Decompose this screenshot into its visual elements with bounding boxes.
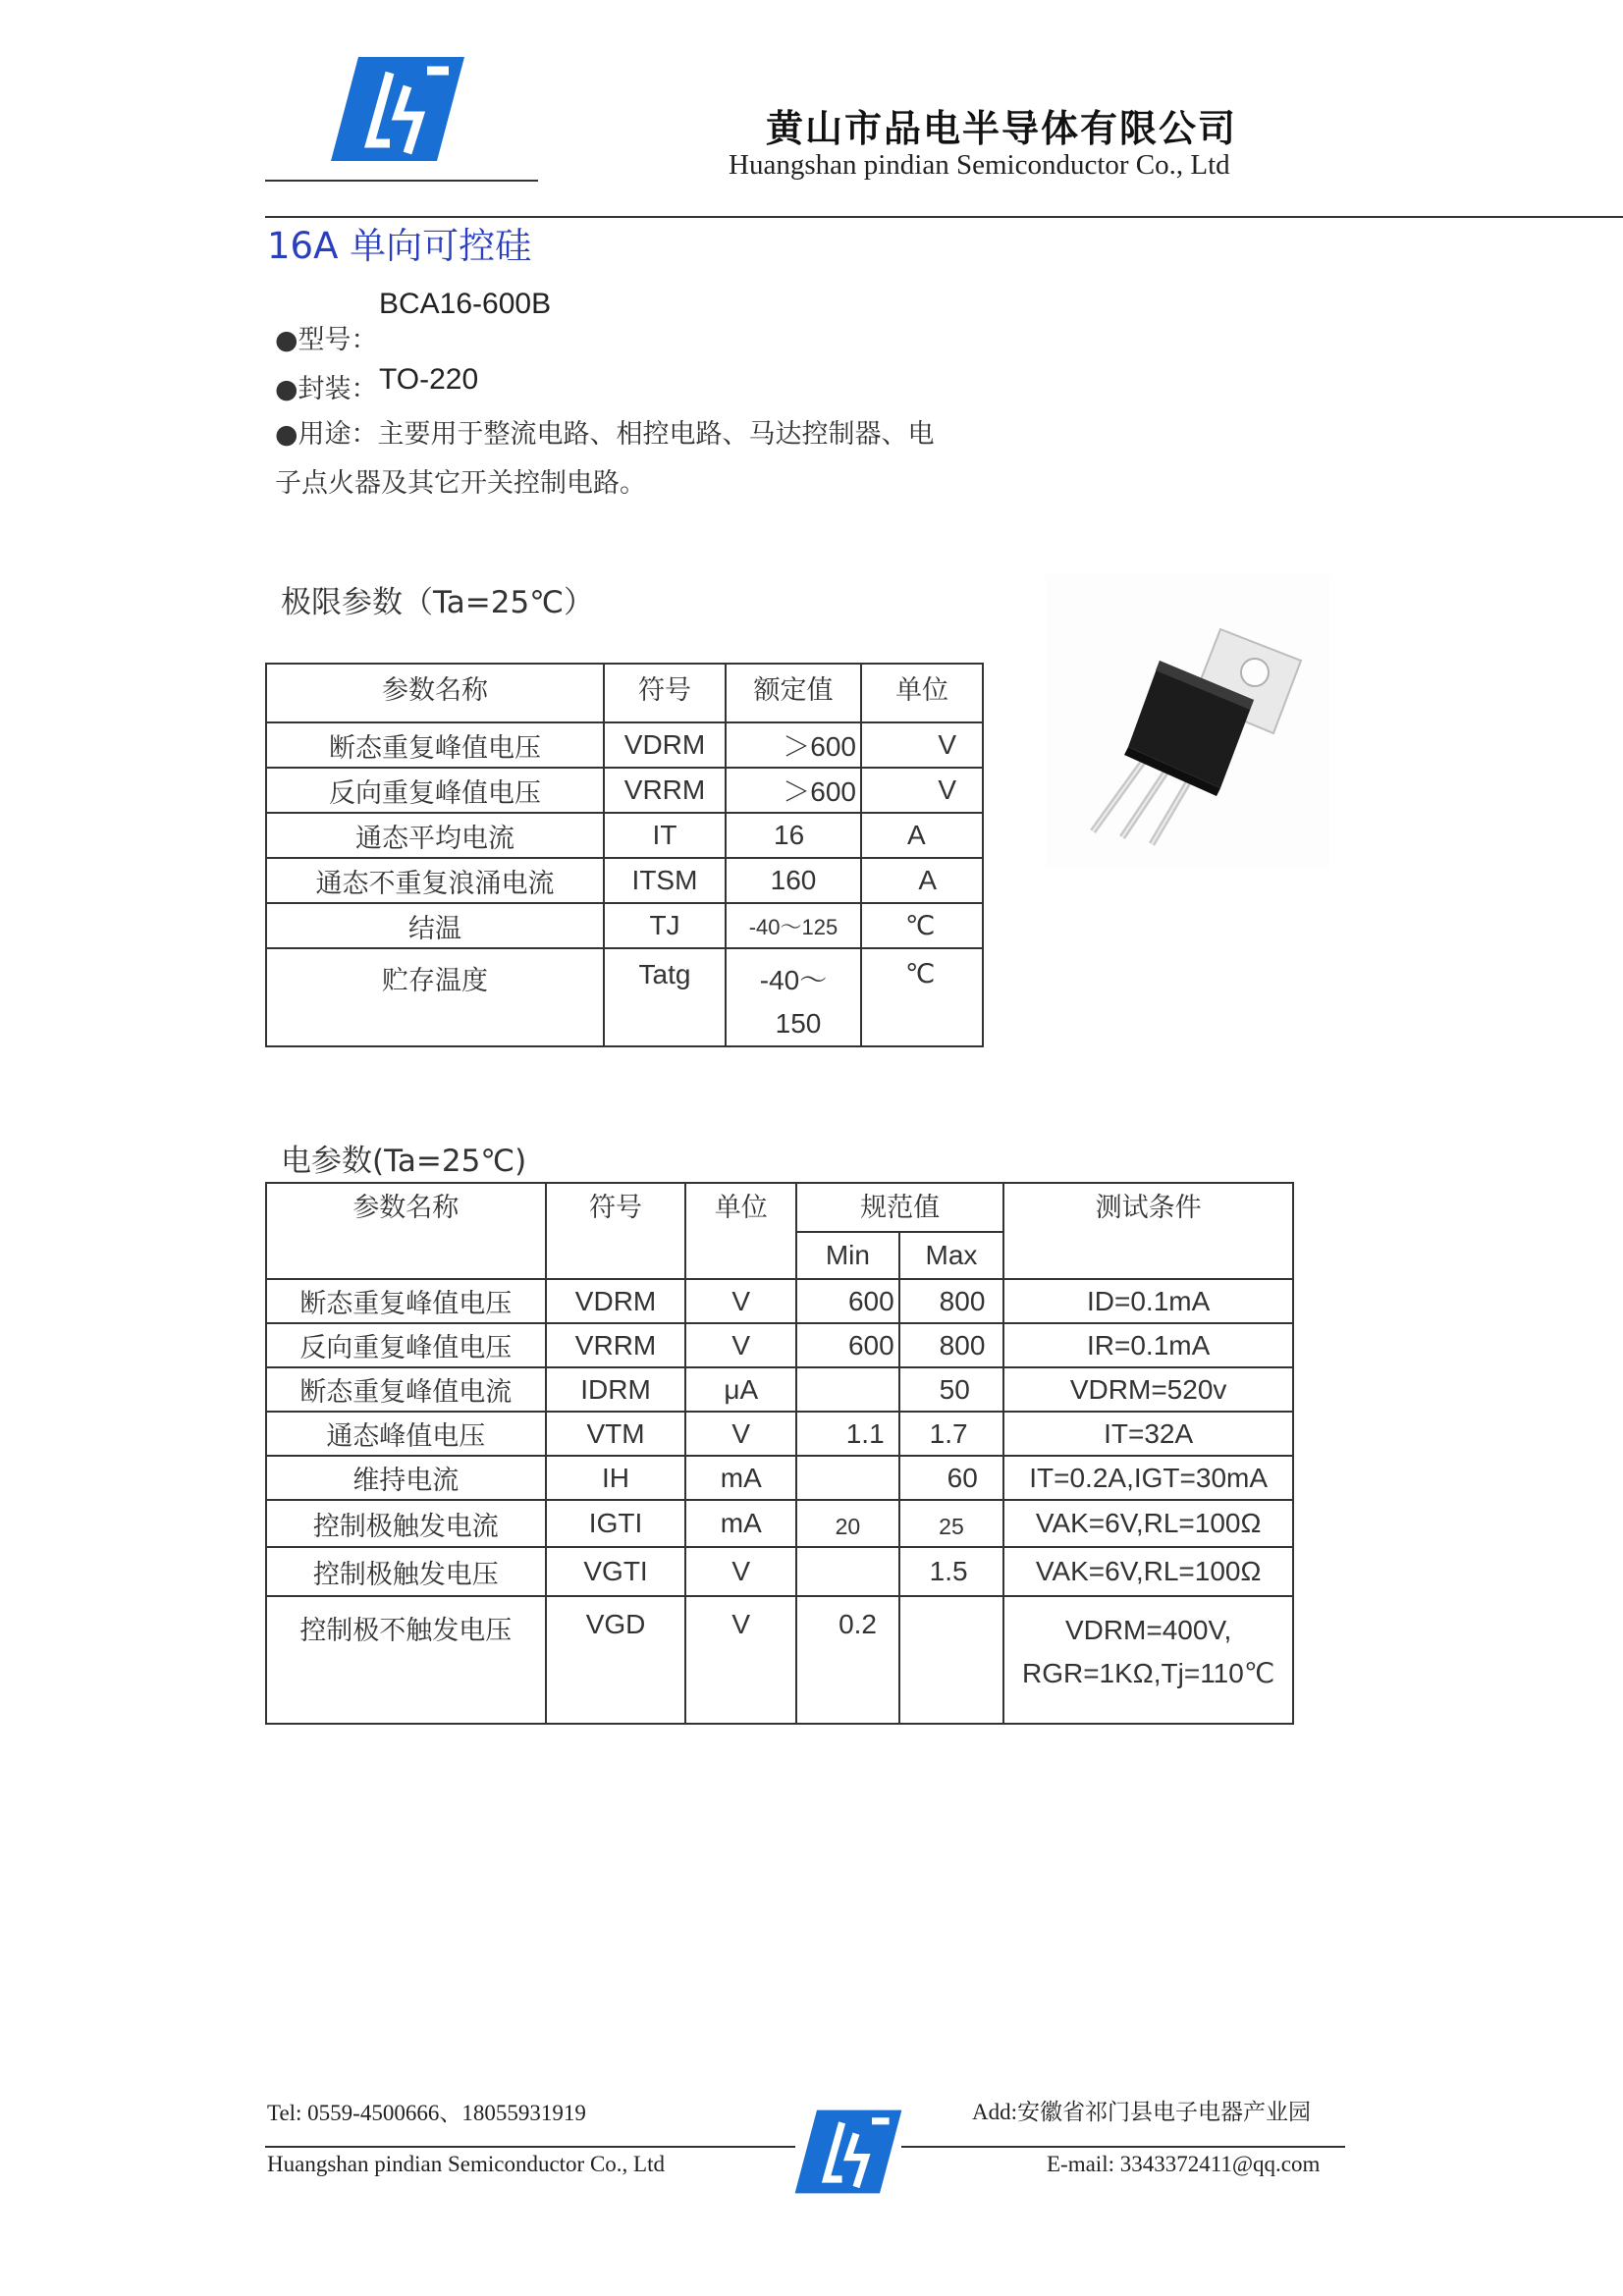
- param-symbol: VDRM: [604, 722, 726, 768]
- param-unit: V: [685, 1547, 796, 1596]
- param-symbol: Tatg: [604, 948, 726, 1046]
- param-value: ＞600: [726, 768, 861, 813]
- to220-package-image: [1046, 574, 1330, 869]
- param-max: 60: [899, 1456, 1004, 1500]
- param-name: 控制极触发电流: [266, 1500, 546, 1547]
- param-unit: V: [685, 1279, 796, 1323]
- param-value: -40～125: [726, 903, 861, 948]
- param-condition: IT=32A: [1003, 1412, 1293, 1456]
- col-header: 额定值: [726, 664, 861, 722]
- param-symbol: IT: [604, 813, 726, 858]
- param-symbol: VGD: [546, 1596, 686, 1724]
- param-min: 20: [796, 1500, 899, 1547]
- param-max: 25: [899, 1500, 1004, 1547]
- table-row: [266, 858, 983, 903]
- param-condition: IT=0.2A,IGT=30mA: [1003, 1456, 1293, 1500]
- model-label: ●型号：: [275, 325, 378, 355]
- table-row: [266, 1500, 1293, 1547]
- param-symbol: VRRM: [604, 768, 726, 813]
- param-name: 贮存温度: [266, 948, 604, 1046]
- footer-rule-left: [265, 2146, 795, 2148]
- col-header: 符号: [604, 664, 726, 722]
- elec-params-table: [265, 1182, 1294, 1725]
- footer-company: Huangshan pindian Semiconductor Co., Ltd: [267, 2152, 665, 2176]
- table-row: [266, 903, 983, 948]
- param-max: 1.5: [899, 1547, 1004, 1596]
- param-condition: IR=0.1mA: [1003, 1323, 1293, 1367]
- param-name: 反向重复峰值电压: [266, 768, 604, 813]
- table-row: [266, 948, 983, 1046]
- param-symbol: IDRM: [546, 1367, 686, 1412]
- col-header: 单位: [685, 1183, 796, 1279]
- param-name: 断态重复峰值电压: [266, 722, 604, 768]
- param-unit: μA: [685, 1367, 796, 1412]
- limit-params-title: 极限参数（Ta=25℃）: [281, 585, 595, 620]
- param-name: 控制极不触发电压: [266, 1596, 546, 1724]
- param-symbol: TJ: [604, 903, 726, 948]
- col-header: 参数名称: [266, 664, 604, 722]
- footer-rule-right: [901, 2146, 1345, 2148]
- param-symbol: VDRM: [546, 1279, 686, 1323]
- param-unit: V: [861, 768, 983, 813]
- company-name-cn: 黄山市品电半导体有限公司: [766, 107, 1238, 150]
- table-row: [266, 1456, 1293, 1500]
- col-header-min: Min: [796, 1232, 899, 1279]
- param-max: 50: [899, 1367, 1004, 1412]
- param-condition: VAK=6V,RL=100Ω: [1003, 1500, 1293, 1547]
- company-name-en: Huangshan pindian Semiconductor Co., Ltd: [729, 149, 1230, 181]
- table-row: [266, 1547, 1293, 1596]
- param-name: 通态不重复浪涌电流: [266, 858, 604, 903]
- param-condition-line-2: RGR=1KΩ,Tj=110℃: [1021, 1658, 1275, 1688]
- param-name: 通态平均电流: [266, 813, 604, 858]
- usage-line-2: 子点火器及其它开关控制电路。: [275, 468, 646, 499]
- param-name: 断态重复峰值电压: [266, 1279, 546, 1323]
- param-value-line-1: -40～: [759, 965, 828, 995]
- param-value: [726, 948, 861, 1046]
- param-unit: ℃: [861, 948, 983, 1046]
- col-header: 测试条件: [1003, 1183, 1293, 1279]
- footer-email: E-mail: 3343372411@qq.com: [1047, 2152, 1321, 2176]
- param-condition: VAK=6V,RL=100Ω: [1003, 1547, 1293, 1596]
- param-symbol: ITSM: [604, 858, 726, 903]
- param-unit: V: [861, 722, 983, 768]
- footer-tel: Tel: 0559-4500666、18055931919: [267, 2101, 586, 2125]
- col-header-max: Max: [899, 1232, 1004, 1279]
- package-value: TO-220: [379, 363, 479, 396]
- param-max: 1.7: [899, 1412, 1004, 1456]
- footer-address: Add:安徽省祁门县电子电器产业园: [972, 2100, 1311, 2124]
- table-header-row: [266, 1183, 1293, 1232]
- param-value: 16: [726, 813, 861, 858]
- param-symbol: VRRM: [546, 1323, 686, 1367]
- param-name: 反向重复峰值电压: [266, 1323, 546, 1367]
- param-condition: VDRM=520v: [1003, 1367, 1293, 1412]
- elec-params-title: 电参数(Ta=25℃): [281, 1144, 527, 1179]
- param-value: ＞600: [726, 722, 861, 768]
- param-min: 1.1: [796, 1412, 899, 1456]
- param-min: [796, 1547, 899, 1596]
- table-row: [266, 768, 983, 813]
- param-max: 800: [899, 1279, 1004, 1323]
- footer-logo: [793, 2109, 903, 2195]
- param-unit: V: [685, 1323, 796, 1367]
- table-row: [266, 1367, 1293, 1412]
- param-min: [796, 1456, 899, 1500]
- table-row: [266, 1412, 1293, 1456]
- param-condition-line-1: VDRM=400V,: [1064, 1615, 1232, 1645]
- param-value: 160: [726, 858, 861, 903]
- table-row: [266, 813, 983, 858]
- param-unit: ℃: [861, 903, 983, 948]
- param-name: 结温: [266, 903, 604, 948]
- param-name: 维持电流: [266, 1456, 546, 1500]
- model-value: BCA16-600B: [379, 288, 552, 320]
- col-header: 参数名称: [266, 1183, 546, 1279]
- limit-params-table: [265, 663, 984, 1047]
- param-max: [899, 1596, 1004, 1724]
- company-logo: [329, 55, 466, 163]
- param-symbol: IGTI: [546, 1500, 686, 1547]
- param-unit: A: [861, 858, 983, 903]
- param-condition: [1003, 1596, 1293, 1724]
- usage-line-1: ●用途：主要用于整流电路、相控电路、马达控制器、电: [275, 419, 935, 450]
- param-symbol: VTM: [546, 1412, 686, 1456]
- param-max: 800: [899, 1323, 1004, 1367]
- param-unit: V: [685, 1412, 796, 1456]
- param-value-line-2: 150: [775, 1008, 822, 1039]
- col-header: 单位: [861, 664, 983, 722]
- param-min: 600: [796, 1279, 899, 1323]
- param-unit: mA: [685, 1456, 796, 1500]
- param-name: 断态重复峰值电流: [266, 1367, 546, 1412]
- table-header-row: [266, 664, 983, 722]
- table-row: [266, 1323, 1293, 1367]
- param-min: 600: [796, 1323, 899, 1367]
- param-min: [796, 1367, 899, 1412]
- param-symbol: IH: [546, 1456, 686, 1500]
- param-min: 0.2: [796, 1596, 899, 1724]
- col-header: 符号: [546, 1183, 686, 1279]
- param-condition: ID=0.1mA: [1003, 1279, 1293, 1323]
- package-label: ●封装：: [275, 374, 378, 404]
- document-title: 16A 单向可控硅: [267, 225, 532, 267]
- col-header: 规范值: [796, 1183, 1003, 1232]
- param-name: 通态峰值电压: [266, 1412, 546, 1456]
- param-unit: mA: [685, 1500, 796, 1547]
- table-row: [266, 722, 983, 768]
- param-unit: V: [685, 1596, 796, 1724]
- param-symbol: VGTI: [546, 1547, 686, 1596]
- table-row: [266, 1279, 1293, 1323]
- param-name: 控制极触发电压: [266, 1547, 546, 1596]
- header-left-rule: [265, 180, 538, 182]
- param-unit: A: [861, 813, 983, 858]
- table-row: [266, 1596, 1293, 1724]
